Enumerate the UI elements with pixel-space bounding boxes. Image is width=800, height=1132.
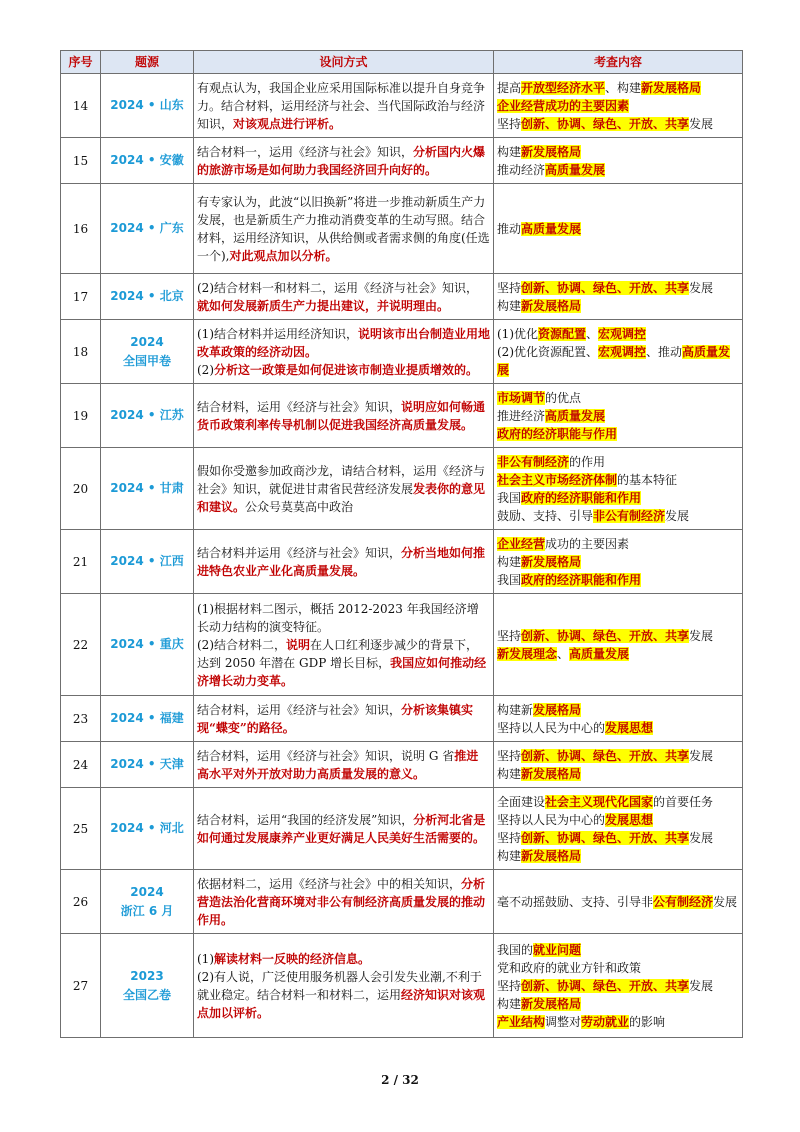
highlight-keyword: 产业结构	[497, 1014, 546, 1029]
text-run: (1)优化	[497, 326, 538, 341]
row-number: 16	[61, 184, 101, 274]
emphasis-text: 分析营造法治化营商环境对非公有制经济高质量发展的推动作用。	[197, 876, 486, 927]
question-line	[197, 701, 490, 737]
text-run: (1)	[197, 951, 214, 966]
exam-source	[101, 184, 194, 274]
highlight-keyword: 创新、协调、绿色、开放、共享	[521, 116, 690, 131]
row-number: 20	[61, 448, 101, 530]
table-row	[61, 320, 743, 384]
content-line	[497, 571, 739, 589]
highlight-keyword: 资源配置	[538, 326, 587, 341]
content-line	[497, 977, 739, 995]
source-line: 2024	[130, 884, 164, 899]
source-line: 全国乙卷	[122, 987, 171, 1002]
content-line	[497, 343, 739, 379]
table-header-row	[61, 51, 743, 74]
question-line	[197, 636, 490, 690]
exam-analysis-table	[60, 50, 743, 1038]
text-run: 的基本特征	[617, 472, 678, 487]
question-text	[194, 696, 494, 742]
content-points	[494, 384, 743, 448]
emphasis-text: 就如何发展新质生产力提出建议，并说明理由。	[197, 298, 450, 313]
content-points	[494, 788, 743, 870]
exam-source	[101, 274, 194, 320]
table-row	[61, 788, 743, 870]
row-number: 19	[61, 384, 101, 448]
header-number: 序号	[61, 51, 101, 74]
text-run: 党和政府的就业方针和政策	[497, 960, 642, 975]
exam-source	[101, 870, 194, 934]
header-content: 考查内容	[494, 51, 743, 74]
highlight-keyword: 宏观调控	[598, 344, 647, 359]
content-line	[497, 535, 739, 553]
source-line: 2023	[130, 968, 164, 983]
text-run: 成功的主要因素	[545, 536, 630, 551]
table-row	[61, 934, 743, 1038]
content-points	[494, 448, 743, 530]
table-row	[61, 742, 743, 788]
text-run: 、推动	[646, 344, 683, 359]
highlight-keyword: 新发展格局	[521, 298, 582, 313]
content-line	[497, 297, 739, 315]
exam-source	[101, 530, 194, 594]
row-number: 24	[61, 742, 101, 788]
content-points	[494, 742, 743, 788]
text-run: 假如你受邀参加政商沙龙，请结合材料，运用《经济与社会》知识，就促进甘肃省民营经济发展	[197, 463, 486, 496]
text-run: 、	[557, 646, 570, 661]
text-run: 发展	[689, 748, 714, 763]
text-run: 发展	[665, 508, 690, 523]
text-run: 结合材料，运用《经济与社会》知识，说明 G 省	[197, 748, 455, 763]
source-line: 浙江 6 月	[120, 903, 174, 918]
content-points	[494, 74, 743, 138]
content-line	[497, 627, 739, 645]
text-run: 发展	[689, 978, 714, 993]
table-row	[61, 448, 743, 530]
content-line	[497, 645, 739, 663]
highlight-keyword: 新发展格局	[521, 144, 582, 159]
content-line	[497, 553, 739, 571]
question-text	[194, 788, 494, 870]
emphasis-text: 对该观点进行评析。	[233, 116, 342, 131]
text-run: (2)结合材料二，	[197, 637, 286, 652]
source-line: 2024 • 安徽	[110, 153, 184, 167]
source-line: 2024 • 北京	[110, 289, 184, 303]
source-line: 2024 • 河北	[110, 821, 184, 835]
emphasis-text: 说明该市出台制造业用地改革政策的经济动因。	[197, 326, 491, 359]
exam-source	[101, 934, 194, 1038]
emphasis-text: 分析国内火爆的旅游市场是如何助力我国经济回升向好的。	[197, 144, 486, 177]
question-text	[194, 320, 494, 384]
table-row	[61, 384, 743, 448]
question-line	[197, 544, 490, 580]
content-line	[497, 325, 739, 343]
content-line	[497, 507, 739, 525]
exam-source	[101, 320, 194, 384]
question-line	[197, 462, 490, 516]
highlight-keyword: 非公有制经济	[593, 508, 666, 523]
text-run: 坚持以人民为中心的	[497, 812, 606, 827]
content-points	[494, 530, 743, 594]
emphasis-text: 对此观点加以分析。	[229, 248, 338, 263]
content-line	[497, 115, 739, 133]
row-number: 17	[61, 274, 101, 320]
row-number: 27	[61, 934, 101, 1038]
text-run: 、构建	[605, 80, 642, 95]
highlight-keyword: 劳动就业	[581, 1014, 630, 1029]
text-run: 坚持	[497, 280, 522, 295]
text-run: 坚持	[497, 628, 522, 643]
text-run: 提高	[497, 80, 522, 95]
question-text	[194, 384, 494, 448]
emphasis-text: 解读材料一反映的经济信息。	[214, 951, 371, 966]
content-points	[494, 696, 743, 742]
highlight-keyword: 公有制经济	[653, 894, 714, 909]
text-run: (2)	[197, 362, 214, 377]
highlight-keyword: 新发展理念	[497, 646, 558, 661]
highlight-keyword: 新发展格局	[521, 766, 582, 781]
text-run: 有观点认为，我国企业应采用国际标准以提升自身竞争力。结合材料，运用经济与社会、当代国际政治与经济知识，	[197, 80, 486, 131]
table-body	[61, 74, 743, 1038]
highlight-keyword: 高质量发展	[545, 408, 606, 423]
table-row	[61, 138, 743, 184]
source-line: 2024 • 重庆	[110, 637, 184, 651]
highlight-keyword: 新发展格局	[521, 554, 582, 569]
exam-source	[101, 594, 194, 696]
highlight-keyword: 社会主义市场经济体制	[497, 472, 618, 487]
source-line: 2024 • 山东	[110, 98, 184, 112]
question-text	[194, 594, 494, 696]
text-run: 构建	[497, 848, 522, 863]
text-run: 发展	[689, 628, 714, 643]
text-run: 坚持	[497, 748, 522, 763]
row-number: 15	[61, 138, 101, 184]
content-line	[497, 719, 739, 737]
text-run: 结合材料，运用《经济与社会》知识，	[197, 702, 402, 717]
content-line	[497, 161, 739, 179]
content-line	[497, 143, 739, 161]
content-line	[497, 893, 739, 911]
question-line	[197, 950, 490, 968]
content-line	[497, 811, 739, 829]
emphasis-text: 经济知识对该观点加以评析。	[197, 987, 486, 1020]
highlight-keyword: 政府的经济职能和作用	[521, 572, 642, 587]
question-text	[194, 934, 494, 1038]
content-line	[497, 425, 739, 443]
text-run: 发展	[689, 280, 714, 295]
table-row	[61, 74, 743, 138]
content-line	[497, 995, 739, 1013]
source-line: 2024 • 天津	[110, 757, 184, 771]
text-run: 依据材料二，运用《经济与社会》中的相关知识，	[197, 876, 462, 891]
text-run: 构建	[497, 144, 522, 159]
text-run: 发展	[689, 116, 714, 131]
content-points	[494, 320, 743, 384]
text-run: (2)有人说，广泛使用服务机器人会引发失业潮,不利于就业稳定。结合材料一和材料二，运用	[197, 969, 482, 1002]
text-run: 公众号莫莫高中政治	[245, 499, 354, 514]
text-run: (1)结合材料并运用经济知识，	[197, 326, 358, 341]
exam-source	[101, 384, 194, 448]
source-line: 2024 • 江西	[110, 554, 184, 568]
highlight-keyword: 宏观调控	[598, 326, 647, 341]
emphasis-text: 分析河北省是如何通过发展康养产业更好满足人民美好生活需要的。	[197, 812, 486, 845]
content-line	[497, 471, 739, 489]
question-text	[194, 138, 494, 184]
text-run: (2)结合材料一和材料二，运用《经济与社会》知识，	[197, 280, 479, 295]
text-run: 推动	[497, 221, 522, 236]
table-row	[61, 530, 743, 594]
highlight-keyword: 发展思想	[605, 720, 654, 735]
source-line: 2024 • 江苏	[110, 408, 184, 422]
content-line	[497, 847, 739, 865]
text-run: 有专家认为，此波“以旧换新”将进一步推动新质生产力发展，也是新质生产力推动消费变革的生动写照。结合材料，运用经济知识，从供给侧或者需求侧的角度(任选一个),	[197, 194, 490, 263]
row-number: 25	[61, 788, 101, 870]
emphasis-text: 发表你的意见和建议。	[197, 481, 486, 514]
highlight-keyword: 高质量发展	[569, 646, 630, 661]
highlight-keyword: 发展思想	[605, 812, 654, 827]
question-text	[194, 184, 494, 274]
table-row	[61, 184, 743, 274]
content-line	[497, 829, 739, 847]
question-line	[197, 79, 490, 133]
highlight-keyword: 创新、协调、绿色、开放、共享	[521, 830, 690, 845]
content-line	[497, 407, 739, 425]
text-run: 构建	[497, 554, 522, 569]
row-number: 14	[61, 74, 101, 138]
content-line	[497, 97, 739, 115]
text-run: 结合材料，运用“我国的经济发展”知识，	[197, 812, 414, 827]
question-line	[197, 398, 490, 434]
text-run: 我国的	[497, 942, 534, 957]
text-run: 全面建设	[497, 794, 546, 809]
text-run: 构建新	[497, 702, 534, 717]
question-text	[194, 870, 494, 934]
row-number: 23	[61, 696, 101, 742]
highlight-keyword: 创新、协调、绿色、开放、共享	[521, 628, 690, 643]
text-run: 的作用	[569, 454, 606, 469]
text-run: 坚持	[497, 116, 522, 131]
text-run: 推动经济	[497, 162, 546, 177]
question-text	[194, 742, 494, 788]
text-run: (2)优化资源配置、	[497, 344, 598, 359]
content-line	[497, 765, 739, 783]
question-text	[194, 530, 494, 594]
emphasis-text: 分析这一政策是如何促进该市制造业提质增效的。	[214, 362, 479, 377]
content-line	[497, 701, 739, 719]
highlight-keyword: 政府的经济职能与作用	[497, 426, 618, 441]
highlight-keyword: 企业经营	[497, 536, 546, 551]
row-number: 21	[61, 530, 101, 594]
highlight-keyword: 创新、协调、绿色、开放、共享	[521, 280, 690, 295]
row-number: 26	[61, 870, 101, 934]
content-points	[494, 184, 743, 274]
text-run: 发展	[689, 830, 714, 845]
text-run: 的优点	[545, 390, 582, 405]
text-run: 我国	[497, 490, 522, 505]
content-line	[497, 793, 739, 811]
question-line	[197, 747, 490, 783]
text-run: 构建	[497, 766, 522, 781]
header-source: 题源	[101, 51, 194, 74]
question-line	[197, 143, 490, 179]
question-text	[194, 448, 494, 530]
content-line	[497, 453, 739, 471]
text-run: 结合材料，运用《经济与社会》知识，	[197, 399, 402, 414]
exam-source	[101, 74, 194, 138]
question-line	[197, 361, 490, 379]
question-text	[194, 74, 494, 138]
content-points	[494, 274, 743, 320]
emphasis-text: 分析当地如何推进特色农业产业化高质量发展。	[197, 545, 486, 578]
highlight-keyword: 高质量发展	[497, 344, 731, 377]
table-row	[61, 594, 743, 696]
highlight-keyword: 高质量发展	[545, 162, 606, 177]
question-text	[194, 274, 494, 320]
content-line	[497, 1013, 739, 1031]
emphasis-text: 我国应如何推动经济增长动力变革。	[197, 655, 487, 688]
text-run: 、	[586, 326, 599, 341]
content-line	[497, 941, 739, 959]
emphasis-text: 说明应如何畅通货币政策利率传导机制以促进我国经济高质量发展。	[197, 399, 486, 432]
question-line	[197, 325, 490, 361]
text-run: 发展	[713, 894, 738, 909]
page-number: 2 / 32	[381, 1073, 419, 1087]
content-line	[497, 489, 739, 507]
question-line	[197, 811, 490, 847]
exam-source	[101, 138, 194, 184]
text-run: 构建	[497, 298, 522, 313]
content-points	[494, 870, 743, 934]
exam-source	[101, 696, 194, 742]
highlight-keyword: 新发展格局	[521, 848, 582, 863]
text-run: 坚持以人民为中心的	[497, 720, 606, 735]
text-run: 毫不动摇鼓励、支持、引导非	[497, 894, 654, 909]
row-number: 22	[61, 594, 101, 696]
highlight-keyword: 高质量发展	[521, 221, 582, 236]
content-line	[497, 747, 739, 765]
highlight-keyword: 市场调节	[497, 390, 546, 405]
highlight-keyword: 创新、协调、绿色、开放、共享	[521, 978, 690, 993]
source-line: 2024 • 甘肃	[110, 481, 184, 495]
content-points	[494, 138, 743, 184]
text-run: 推进经济	[497, 408, 546, 423]
text-run: (1)根据材料二图示，概括 2012-2023 年我国经济增长动力结构的演变特征。	[197, 601, 479, 634]
table-row	[61, 274, 743, 320]
emphasis-text: 分析该集镇实现“蝶变”的路径。	[197, 702, 474, 735]
text-run: 鼓励、支持、引导	[497, 508, 594, 523]
text-run: 构建	[497, 996, 522, 1011]
question-line	[197, 968, 490, 1022]
text-run: 坚持	[497, 978, 522, 993]
content-line	[497, 279, 739, 297]
text-run: 在人口红利逐步减少的背景下，达到 2050 年潜在 GDP 增长目标，	[197, 637, 479, 670]
content-line	[497, 389, 739, 407]
highlight-keyword: 非公有制经济	[497, 454, 570, 469]
row-number: 18	[61, 320, 101, 384]
content-points	[494, 594, 743, 696]
content-line	[497, 959, 739, 977]
text-run: 我国	[497, 572, 522, 587]
exam-source	[101, 742, 194, 788]
source-line: 全国甲卷	[122, 353, 171, 368]
highlight-keyword: 就业问题	[533, 942, 582, 957]
content-line	[497, 220, 739, 238]
exam-source	[101, 448, 194, 530]
highlight-keyword: 开放型经济水平	[521, 80, 606, 95]
text-run: 的影响	[629, 1014, 666, 1029]
text-run: 的首要任务	[653, 794, 714, 809]
highlight-keyword: 新发展格局	[521, 996, 582, 1011]
highlight-keyword: 创新、协调、绿色、开放、共享	[521, 748, 690, 763]
text-run: 结合材料并运用《经济与社会》知识，	[197, 545, 402, 560]
emphasis-text: 推进高水平对外开放对助力高质量发展的意义。	[197, 748, 479, 781]
question-line	[197, 875, 490, 929]
source-line: 2024 • 福建	[110, 711, 184, 725]
highlight-keyword: 社会主义现代化国家	[545, 794, 654, 809]
exam-source	[101, 788, 194, 870]
question-line	[197, 279, 490, 315]
emphasis-text: 说明	[286, 637, 311, 652]
content-points	[494, 934, 743, 1038]
question-line	[197, 600, 490, 636]
content-line	[497, 79, 739, 97]
highlight-keyword: 政府的经济职能和作用	[521, 490, 642, 505]
table-row	[61, 870, 743, 934]
text-run: 调整对	[545, 1014, 582, 1029]
source-line: 2024 • 广东	[110, 221, 184, 235]
table-row	[61, 696, 743, 742]
highlight-keyword: 企业经营成功的主要因素	[497, 98, 630, 113]
text-run: 坚持	[497, 830, 522, 845]
source-line: 2024	[130, 334, 164, 349]
text-run: 结合材料一，运用《经济与社会》知识，	[197, 144, 414, 159]
header-question: 设问方式	[194, 51, 494, 74]
highlight-keyword: 新发展格局	[641, 80, 702, 95]
question-line	[197, 193, 490, 265]
highlight-keyword: 发展格局	[533, 702, 582, 717]
